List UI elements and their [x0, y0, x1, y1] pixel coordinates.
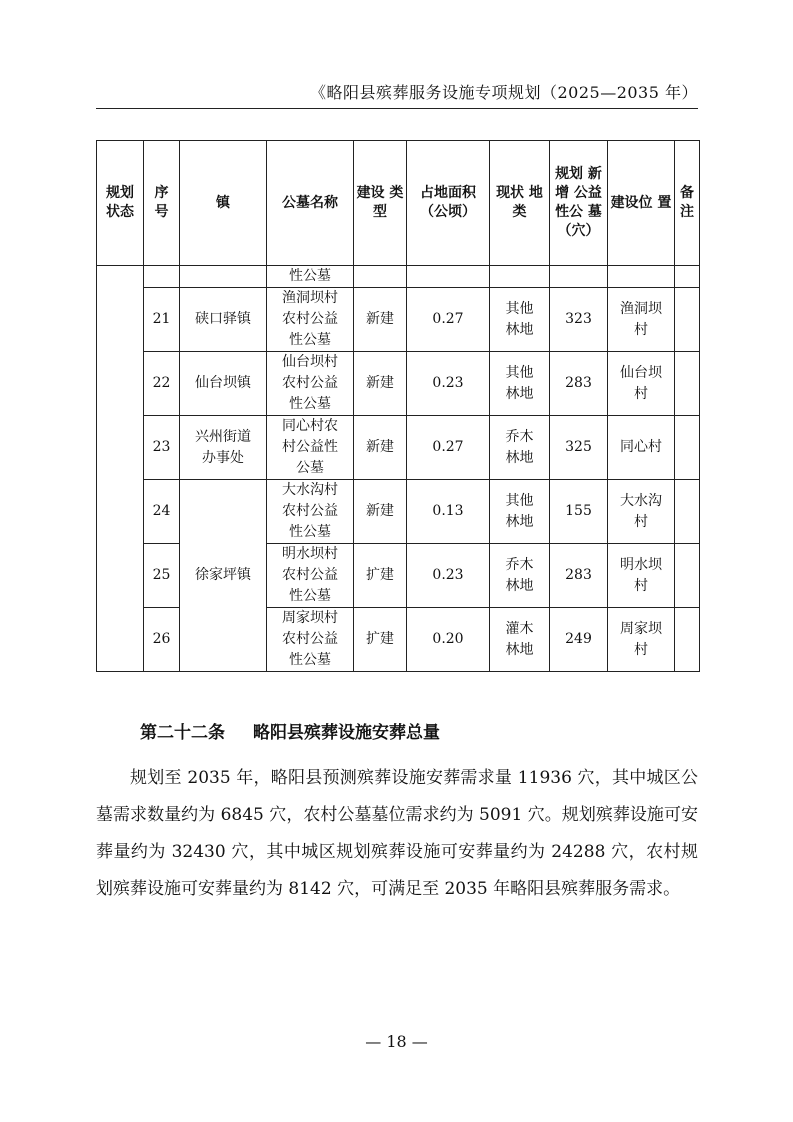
location-cell: 同心村: [608, 416, 675, 480]
number-cell: [144, 266, 180, 288]
area-cell: 0.27: [407, 416, 490, 480]
col-number: 序 号: [144, 141, 180, 266]
number-cell: 21: [144, 288, 180, 352]
table-row: [97, 266, 700, 288]
graves-cell: 283: [550, 544, 608, 608]
note-cell: [675, 288, 700, 352]
table-row: [97, 288, 700, 352]
note-cell: [675, 416, 700, 480]
cemetery-table: [96, 140, 700, 672]
area-cell: 0.23: [407, 352, 490, 416]
col-area: 占地面积 （公顷）: [407, 141, 490, 266]
area-cell: 0.13: [407, 480, 490, 544]
col-land-type: 现状 地类: [490, 141, 550, 266]
cemetery-name-cell: 仙台坝村 农村公益 性公墓: [267, 352, 354, 416]
table-row: [97, 480, 700, 544]
header-rule: [96, 108, 698, 109]
cemetery-name-cell: 同心村农 村公益性 公墓: [267, 416, 354, 480]
table-header-row: [97, 141, 700, 266]
col-note: 备 注: [675, 141, 700, 266]
graves-cell: 249: [550, 608, 608, 672]
note-cell: [675, 352, 700, 416]
town-cell: 兴州街道 办事处: [180, 416, 267, 480]
cemetery-name-cell: 性公墓: [267, 266, 354, 288]
number-cell: 22: [144, 352, 180, 416]
town-cell-merged: 徐家坪镇: [180, 480, 267, 672]
location-cell: 渔洞坝 村: [608, 288, 675, 352]
article-title: 略阳县殡葬设施安葬总量: [253, 723, 440, 743]
col-status: 规划 状态: [97, 141, 144, 266]
col-new-graves: 规划 新增 公益 性公 墓 （穴）: [550, 141, 608, 266]
graves-cell: 283: [550, 352, 608, 416]
graves-cell: 323: [550, 288, 608, 352]
land-type-cell: [490, 266, 550, 288]
location-cell: 大水沟 村: [608, 480, 675, 544]
status-cell: [97, 266, 144, 672]
build-type-cell: 新建: [354, 416, 407, 480]
cemetery-name-cell: 周家坝村 农村公益 性公墓: [267, 608, 354, 672]
col-location: 建设位 置: [608, 141, 675, 266]
note-cell: [675, 266, 700, 288]
build-type-cell: 扩建: [354, 544, 407, 608]
area-cell: 0.27: [407, 288, 490, 352]
body-paragraph: 规划至 2035 年，略阳县预测殡葬设施安葬需求量 11936 穴，其中城区公墓需求数量约为 6845 穴，农村公墓墓位需求约为 5091 穴。规划殡葬设施可安葬量约为 32430 穴，其中城区规划殡葬设施可安葬量约为 24288 穴，农村规划殡葬设施可安葬量约为 8142 穴，可满足至 2035 年略阳县殡葬服务需求。: [96, 768, 698, 899]
land-type-cell: 乔木 林地: [490, 544, 550, 608]
build-type-cell: 新建: [354, 352, 407, 416]
graves-cell: 155: [550, 480, 608, 544]
build-type-cell: [354, 266, 407, 288]
note-cell: [675, 608, 700, 672]
land-type-cell: 灌木 林地: [490, 608, 550, 672]
number-cell: 23: [144, 416, 180, 480]
table-row: [97, 416, 700, 480]
location-cell: 周家坝 村: [608, 608, 675, 672]
graves-cell: [550, 266, 608, 288]
town-cell: 仙台坝镇: [180, 352, 267, 416]
note-cell: [675, 544, 700, 608]
build-type-cell: 新建: [354, 288, 407, 352]
land-type-cell: 乔木 林地: [490, 416, 550, 480]
land-type-cell: 其他 林地: [490, 288, 550, 352]
number-cell: 26: [144, 608, 180, 672]
number-cell: 24: [144, 480, 180, 544]
graves-cell: 325: [550, 416, 608, 480]
location-cell: 仙台坝 村: [608, 352, 675, 416]
area-cell: [407, 266, 490, 288]
area-cell: 0.20: [407, 608, 490, 672]
article-heading: [140, 718, 440, 743]
town-cell: 硖口驿镇: [180, 288, 267, 352]
number-cell: 25: [144, 544, 180, 608]
cemetery-name-cell: 明水坝村 农村公益 性公墓: [267, 544, 354, 608]
running-header: 《略阳县殡葬服务设施专项规划（2025—2035 年）: [309, 83, 698, 102]
land-type-cell: 其他 林地: [490, 480, 550, 544]
land-type-cell: 其他 林地: [490, 352, 550, 416]
cemetery-name-cell: 大水沟村 农村公益 性公墓: [267, 480, 354, 544]
note-cell: [675, 480, 700, 544]
col-cemetery-name: 公墓名称: [267, 141, 354, 266]
col-build-type: 建设 类型: [354, 141, 407, 266]
build-type-cell: 扩建: [354, 608, 407, 672]
table-row: [97, 352, 700, 416]
location-cell: [608, 266, 675, 288]
town-cell: [180, 266, 267, 288]
location-cell: 明水坝 村: [608, 544, 675, 608]
build-type-cell: 新建: [354, 480, 407, 544]
area-cell: 0.23: [407, 544, 490, 608]
cemetery-name-cell: 渔洞坝村 农村公益 性公墓: [267, 288, 354, 352]
col-town: 镇: [180, 141, 267, 266]
article-number: 第二十二条: [140, 723, 225, 743]
page-number: — 18 —: [365, 1032, 428, 1051]
